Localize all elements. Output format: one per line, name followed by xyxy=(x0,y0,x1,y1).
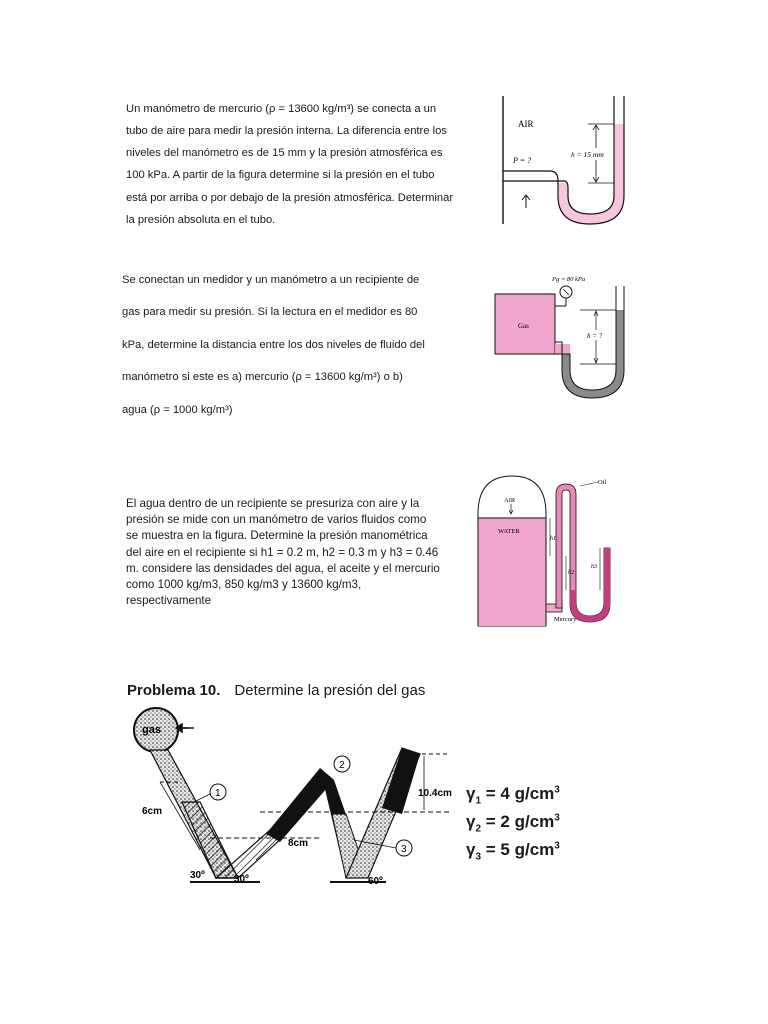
height-label: h = 15 mm xyxy=(571,150,604,159)
gamma-subscript: 1 xyxy=(475,795,482,807)
gas-label: Gas xyxy=(518,322,529,330)
text-line: se muestra en la figura. Determine la presión manométrica xyxy=(126,529,428,543)
problem-2-text xyxy=(122,264,474,427)
gamma-1 xyxy=(466,784,560,806)
problem-10-subtitle: Determine la presión del gas xyxy=(234,682,426,699)
oil-label: Oil xyxy=(598,479,607,486)
air-label: AIR xyxy=(518,119,534,129)
angle-label: 30º xyxy=(190,870,205,881)
inclined-manometer-figure xyxy=(120,702,460,894)
mercury-label: Mercury xyxy=(554,616,577,623)
text-line: la presión absoluta en el tubo. xyxy=(126,214,276,227)
gauge-reading-label: Pg = 80 kPa xyxy=(552,276,586,283)
text-line: manómetro si este es a) mercurio (ρ = 13600 kg/m³) o b) xyxy=(122,371,403,384)
gamma-exponent: 3 xyxy=(554,840,560,852)
text-line: 100 kPa. A partir de la figura determine si la presión en el tubo xyxy=(126,169,435,182)
air-label: AIR xyxy=(504,497,516,504)
gamma-value: = 2 g/cm xyxy=(485,812,555,831)
pressure-label: P = ? xyxy=(513,156,532,165)
marker-3: 3 xyxy=(401,844,407,855)
h2-label: h2 xyxy=(568,570,574,576)
dimension-label: 8cm xyxy=(288,838,309,849)
text-line: respectivamente xyxy=(126,593,212,607)
manometer-fluid xyxy=(562,310,624,398)
gamma-3 xyxy=(466,840,560,862)
gas-tank-figure xyxy=(492,270,632,400)
dimension-label: 10.4cm xyxy=(418,788,452,799)
gamma-symbol: γ xyxy=(466,840,476,859)
problem-1-text xyxy=(126,98,486,232)
angle-label: 30º xyxy=(234,874,249,885)
h3-label: h3 xyxy=(591,564,597,570)
manometer-figure-1 xyxy=(502,96,662,232)
gamma-subscript: 2 xyxy=(475,823,482,835)
text-line: m. considere las densidades del agua, el aceite y el mercurio xyxy=(126,561,440,575)
gamma-exponent: 3 xyxy=(554,784,560,796)
text-line: presión se mide con un manómetro de varios fluidos como xyxy=(126,513,427,527)
gas-label: gas xyxy=(142,724,161,736)
text-line: tubo de aire para medir la presión interna. La diferencia entre los xyxy=(126,124,447,137)
dimension-label: 6cm xyxy=(142,806,163,817)
text-line: Un manómetro de mercurio (ρ = 13600 kg/m³) se conecta a un xyxy=(126,102,437,115)
text-line: del aire en el recipiente si h1 = 0.2 m, h2 = 0.3 m y h3 = 0.46 xyxy=(126,545,439,559)
gamma-subscript: 3 xyxy=(475,851,482,863)
text-line: El agua dentro de un recipiente se presuriza con aire y la xyxy=(126,497,420,511)
gamma-symbol: γ xyxy=(466,812,476,831)
h1-label: h1 xyxy=(550,536,556,542)
text-line: agua (ρ = 1000 kg/m³) xyxy=(122,403,233,416)
angle-label: 60º xyxy=(368,876,383,887)
text-line: gas para medir su presión. Si la lectura en el medidor es 80 xyxy=(122,306,418,319)
problem-3-text xyxy=(126,496,461,609)
flow-arrow-icon xyxy=(522,195,530,208)
gamma-exponent: 3 xyxy=(554,812,560,824)
marker-2: 2 xyxy=(339,760,345,771)
height-label: h = ? xyxy=(587,332,603,340)
manometer-tube xyxy=(556,484,610,622)
gamma-2 xyxy=(466,812,560,834)
text-line: Se conectan un medidor y un manómetro a un recipiente de xyxy=(122,273,420,286)
text-line: está por arriba o por debajo de la presión atmosférica. Determinar xyxy=(126,191,454,204)
text-line: kPa, determine la distancia entre los dos niveles de fluido del xyxy=(122,338,425,351)
problem-10-heading xyxy=(127,682,425,699)
water-label: WATER xyxy=(498,528,520,535)
text-line: como 1000 kg/m3, 850 kg/m3 y 13600 kg/m3, xyxy=(126,577,362,591)
marker-1: 1 xyxy=(215,788,221,799)
gamma-symbol: γ xyxy=(466,784,476,803)
problem-10-title: Problema 10. xyxy=(127,682,221,699)
gamma-value: = 4 g/cm xyxy=(485,784,555,803)
text-line: niveles del manómetro es de 15 mm y la presión atmosférica es xyxy=(126,147,443,160)
multifluid-manometer-figure xyxy=(474,470,640,630)
gamma-value: = 5 g/cm xyxy=(485,840,555,859)
